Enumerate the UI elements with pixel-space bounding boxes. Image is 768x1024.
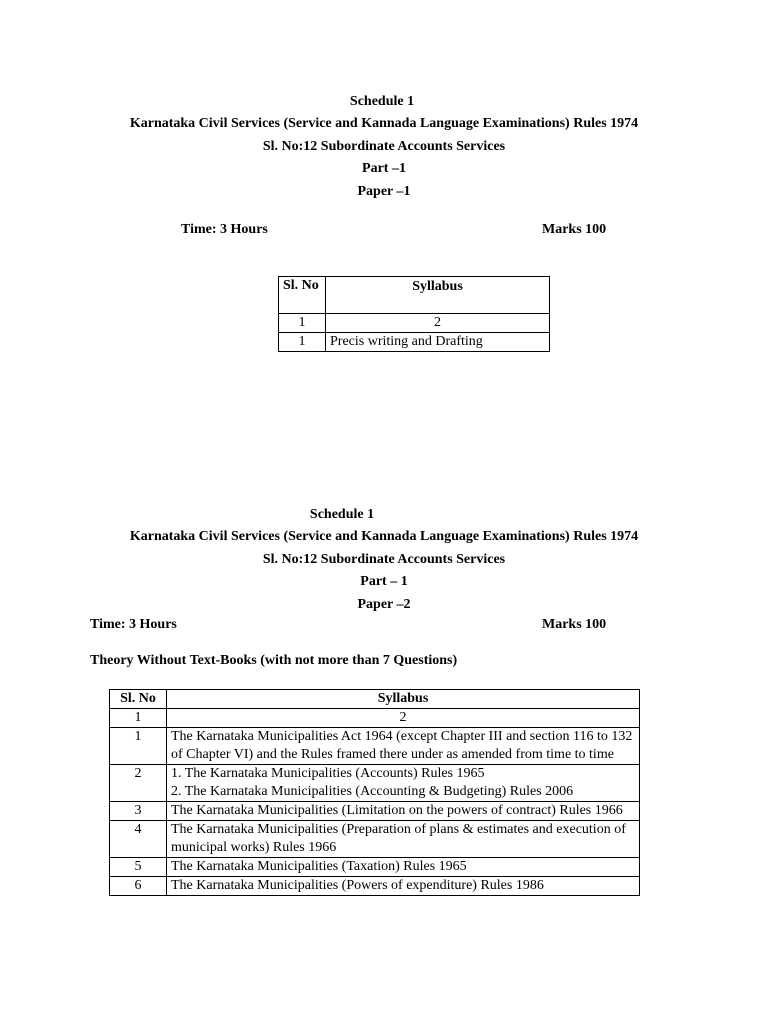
table-row bbox=[110, 802, 640, 821]
marks-label-1: Marks 100 bbox=[542, 222, 607, 237]
table-row bbox=[110, 821, 640, 858]
row-syllabus: Precis writing and Drafting bbox=[326, 333, 550, 352]
table-header-row bbox=[279, 277, 550, 314]
table-row bbox=[110, 765, 640, 802]
table-header-row bbox=[110, 690, 640, 709]
row-syllabus-line-1: 1. The Karnataka Municipalities (Accounts) Rules 1965 bbox=[171, 766, 485, 781]
syllabus-table-2 bbox=[109, 689, 640, 896]
service-title-1: Sl. No:12 Subordinate Accounts Services bbox=[262, 139, 506, 154]
paper-title-1: Paper –1 bbox=[357, 184, 411, 199]
row-syllabus-line-2: 2. The Karnataka Municipalities (Accounting & Budgeting) Rules 2006 bbox=[171, 784, 574, 799]
row-sl: 4 bbox=[110, 821, 167, 858]
row-syllabus: The Karnataka Municipalities Act 1964 (except Chapter III and section 116 to 132 of Chapter VI) and the Rules framed there under as amended from time to time bbox=[167, 728, 640, 765]
part-title-2: Part – 1 bbox=[360, 574, 408, 589]
theory-note: Theory Without Text-Books (with not more than 7 Questions) bbox=[90, 653, 458, 668]
index-cell-1: 1 bbox=[110, 709, 167, 728]
row-syllabus: The Karnataka Municipalities (Limitation on the powers of contract) Rules 1966 bbox=[167, 802, 640, 821]
part-title-1: Part –1 bbox=[362, 161, 406, 176]
table-row bbox=[110, 728, 640, 765]
syllabus-table-1 bbox=[278, 276, 550, 352]
index-row bbox=[279, 314, 550, 333]
sl-no-header: Sl. No bbox=[279, 277, 326, 314]
sl-no-header: Sl. No bbox=[110, 690, 167, 709]
row-sl: 1 bbox=[110, 728, 167, 765]
marks-label-2: Marks 100 bbox=[542, 617, 607, 632]
row-syllabus: The Karnataka Municipalities (Preparation of plans & estimates and execution of municipal works) Rules 1966 bbox=[167, 821, 640, 858]
index-row bbox=[110, 709, 640, 728]
table-row bbox=[279, 333, 550, 352]
row-syllabus: The Karnataka Municipalities (Taxation) Rules 1965 bbox=[167, 858, 640, 877]
table-row bbox=[110, 877, 640, 896]
rules-title-1: Karnataka Civil Services (Service and Kannada Language Examinations) Rules 1974 bbox=[129, 116, 639, 131]
index-cell-1: 1 bbox=[279, 314, 326, 333]
syllabus-header: Syllabus bbox=[326, 277, 550, 314]
schedule-title-1: Schedule 1 bbox=[349, 94, 415, 109]
row-syllabus: The Karnataka Municipalities (Powers of expenditure) Rules 1986 bbox=[167, 877, 640, 896]
index-cell-2: 2 bbox=[326, 314, 550, 333]
syllabus-header: Syllabus bbox=[167, 690, 640, 709]
index-cell-2: 2 bbox=[167, 709, 640, 728]
row-sl: 6 bbox=[110, 877, 167, 896]
row-sl: 1 bbox=[279, 333, 326, 352]
row-sl: 3 bbox=[110, 802, 167, 821]
table-row bbox=[110, 858, 640, 877]
time-label-1: Time: 3 Hours bbox=[181, 222, 268, 237]
row-sl: 2 bbox=[110, 765, 167, 802]
rules-title-2: Karnataka Civil Services (Service and Kannada Language Examinations) Rules 1974 bbox=[129, 529, 639, 544]
row-sl: 5 bbox=[110, 858, 167, 877]
schedule-title-2: Schedule 1 bbox=[309, 507, 375, 522]
service-title-2: Sl. No:12 Subordinate Accounts Services bbox=[262, 552, 506, 567]
paper-title-2: Paper –2 bbox=[357, 597, 411, 612]
row-syllabus bbox=[167, 765, 640, 802]
time-label-2: Time: 3 Hours bbox=[90, 617, 177, 632]
